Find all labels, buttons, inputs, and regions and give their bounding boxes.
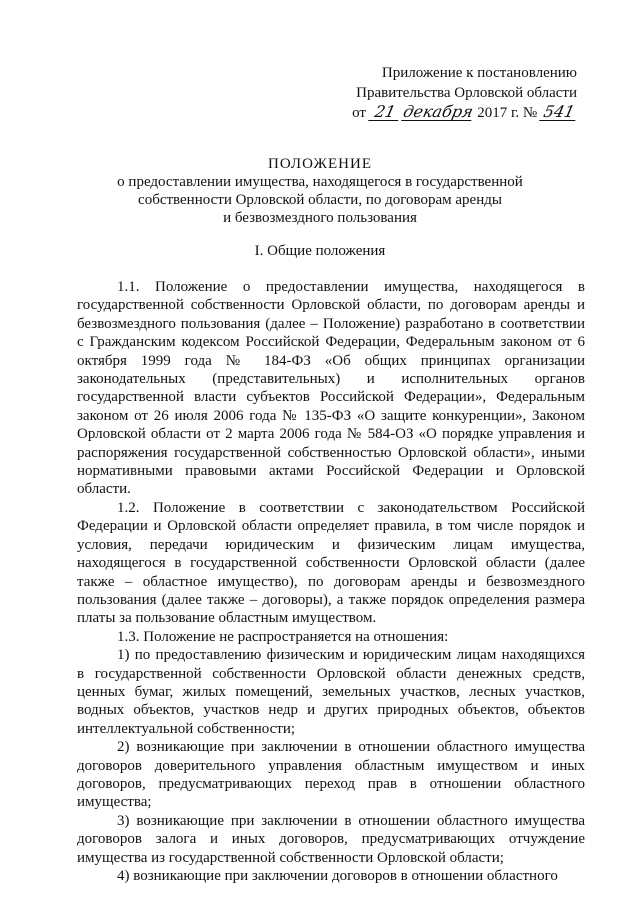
paragraph-1-2: 1.2. Положение в соответствии с законодательством Российской Федерации и Орловской области определяет правила, в том числе порядок и условия, передачи юридическим и физическим лицам имущества, находящегося в государственной собственности Орловской области (далее также – областное имущество), по договорам аренды и безвозмездного пользования (далее также – договоры), а также порядок определения размера платы за пользование областным имуществом.: [77, 499, 585, 627]
list-item-4: 4) возникающие при заключении договоров в отношении областного: [117, 868, 558, 884]
handwritten-month: декабря: [402, 102, 476, 121]
handwritten-day: 21: [368, 104, 402, 121]
section-heading: I. Общие положения: [254, 243, 386, 259]
document-title-block: [0, 155, 640, 227]
date-prefix: от: [352, 105, 366, 121]
document-body: [77, 278, 585, 885]
appendix-line-1: Приложение к постановлению: [381, 65, 577, 81]
handwritten-number: 541: [539, 104, 579, 121]
subtitle-line-1: о предоставлении имущества, находящегося в государственной: [117, 174, 523, 190]
appendix-date-line: [317, 103, 577, 123]
appendix-line-2: Правительства Орловской области: [356, 85, 577, 101]
paragraph-1-3: 1.3. Положение не распространяется на отношения:: [117, 628, 449, 645]
list-item-1: 1) по предоставлению физическим и юридическим лицам находящихся в государственной собственности Орловской области денежных средств, ценных бумаг, жилых помещений, земельных участков, лесных участков, водных объектов, участков недр и других природных объектов, объектов интеллектуальной собственности;: [77, 647, 585, 737]
subtitle-line-2: собственности Орловской области, по договорам аренды: [138, 192, 502, 208]
list-item-2: 2) возникающие при заключении в отношении областного имущества договоров доверительного управления областным имуществом и иных договоров, предусматривающих переход прав в отношении областного имущества;: [77, 739, 585, 811]
date-year: 2017 г. №: [477, 105, 538, 121]
list-item-3: 3) возникающие при заключении в отношении областного имущества договоров залога и иных договоров, предусматривающих отчуждение имущества из государственной собственности Орловской области;: [77, 812, 585, 866]
document-title: ПОЛОЖЕНИЕ: [268, 156, 372, 172]
appendix-header: [317, 63, 577, 123]
paragraph-1-1: 1.1. Положение о предоставлении имущества, находящегося в государственной собственности Орловской области, по договорам аренды и безвозмездного пользования (далее – Положение) разработано в соответствии с Гражданским кодексом Российской Федерации, Федеральным законом от 6 октября 1999 года № 184-ФЗ «Об общих принципах организации законодательных (представительных) и исполнительных органов государственной власти субъектов Российской Федерации», Федеральным законом от 26 июля 2006 года № 135-ФЗ «О защите конкуренции», Законом Орловской области от 2 марта 2006 года № 584-ОЗ «О порядке управления и распоряжения государственной собственностью Орловской области», иными нормативными правовыми актами Российской Федерации и Орловской области.: [77, 279, 585, 498]
subtitle-line-3: и безвозмездного пользования: [223, 210, 417, 226]
